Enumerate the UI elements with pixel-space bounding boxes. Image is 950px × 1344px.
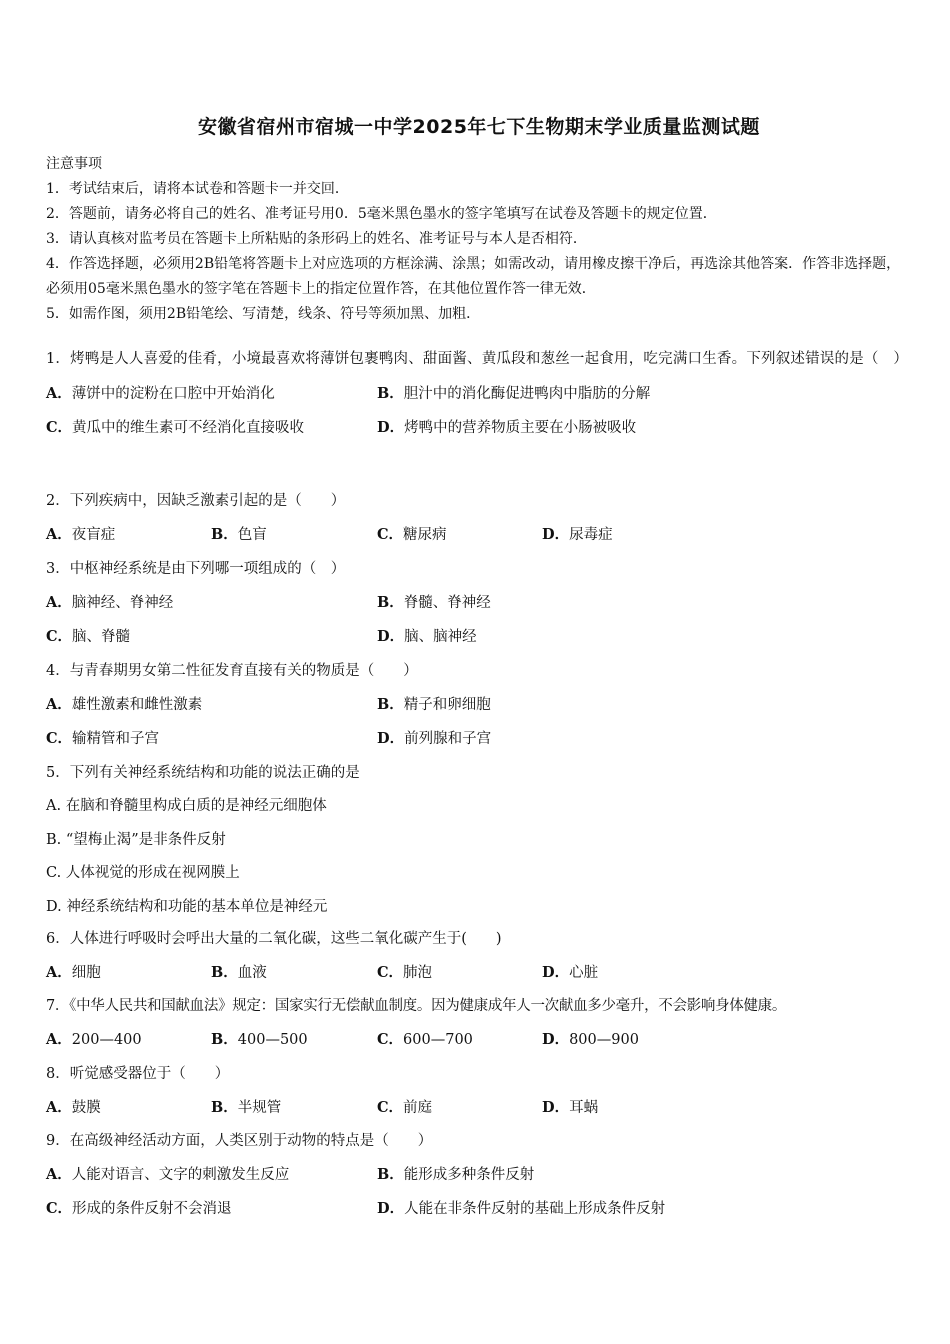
note-item: 5．如需作图，须用2B铅笔绘、写清楚，线条、符号等须加黑、加粗．	[46, 306, 481, 322]
option-a[interactable]: A. 在脑和脊髓里构成白质的是神经元细胞体	[46, 798, 327, 814]
question-stem: 7．《中华人民共和国献血法》规定：国家实行无偿献血制度。因为健康成年人一次献血多少毫升，不会影响身体健康。	[46, 998, 787, 1014]
options-row	[46, 620, 912, 654]
question-4	[46, 654, 912, 756]
option-d[interactable]: D．前列腺和子宫	[377, 730, 492, 747]
note-item: 4．作答选择题，必须用2B铅笔将答题卡上对应选项的方框涂满、涂黑；如需改动，请用橡皮擦干净后，再选涂其他答案．作答非选择题，必须用05毫米黑色墨水的签字笔在答题卡上的指定位置作答，在其他位置作答一律无效．	[46, 256, 901, 297]
option-d[interactable]: D．耳蜗	[542, 1099, 599, 1116]
option-d[interactable]: D．烤鸭中的营养物质主要在小肠被吸收	[377, 419, 637, 436]
option-b[interactable]: B．胆汁中的消化酶促进鸭肉中脂肪的分解	[377, 385, 651, 402]
options-row	[46, 1091, 912, 1125]
option-b[interactable]: B．色盲	[211, 526, 267, 543]
options-row	[46, 1192, 912, 1226]
option-d[interactable]: D. 神经系统结构和功能的基本单位是神经元	[46, 898, 328, 915]
option-c[interactable]: C．黄瓜中的维生素可不经消化直接吸收	[46, 419, 305, 436]
question-stem: 9．在高级神经活动方面，人类区别于动物的特点是（ ）	[46, 1133, 433, 1149]
options-row	[46, 1023, 912, 1057]
question-3	[46, 552, 912, 654]
question-1	[46, 341, 912, 445]
option-d[interactable]: D．尿毒症	[542, 526, 613, 543]
option-a[interactable]: A．夜盲症	[46, 526, 116, 543]
option-c[interactable]: C．输精管和子宫	[46, 730, 160, 747]
question-stem: 6．人体进行呼吸时会呼出大量的二氧化碳，这些二氧化碳产生于( )	[46, 931, 502, 947]
question-5	[46, 756, 912, 924]
option-c[interactable]: C. 人体视觉的形成在视网膜上	[46, 865, 240, 881]
option-d[interactable]: D．心脏	[542, 964, 599, 981]
options-row	[46, 586, 912, 620]
option-a[interactable]: A．人能对语言、文字的刺激发生反应	[46, 1166, 290, 1183]
option-d[interactable]: D．800—900	[542, 1031, 639, 1048]
question-2	[46, 484, 912, 552]
option-c[interactable]: C．前庭	[377, 1099, 433, 1116]
option-b[interactable]: B．能形成多种条件反射	[377, 1166, 535, 1183]
option-b[interactable]: B．血液	[211, 964, 267, 981]
options-row	[46, 722, 912, 756]
options-row	[46, 411, 912, 445]
question-stem: 1．烤鸭是人人喜爱的佳肴，小境最喜欢将薄饼包裹鸭肉、甜面酱、黄瓜段和葱丝一起食用，吃完满口生香。下列叙述错误的是（ ）	[46, 351, 909, 367]
options-row	[46, 1158, 912, 1192]
option-b[interactable]: B．精子和卵细胞	[377, 696, 491, 713]
option-a[interactable]: A．脑神经、脊神经	[46, 594, 174, 611]
option-c[interactable]: C．肺泡	[377, 964, 433, 981]
question-9	[46, 1124, 912, 1226]
question-stem: 5．下列有关神经系统结构和功能的说法正确的是	[46, 765, 360, 781]
question-stem: 4．与青春期男女第二性征发育直接有关的物质是（ ）	[46, 663, 418, 679]
option-a[interactable]: A．细胞	[46, 964, 101, 981]
option-a[interactable]: A．200—400	[46, 1031, 142, 1048]
options-row	[46, 688, 912, 722]
question-stem: 2．下列疾病中，因缺乏激素引起的是（ ）	[46, 493, 346, 509]
notes-section	[46, 152, 912, 327]
note-item: 1．考试结束后，请将本试卷和答题卡一并交回．	[46, 181, 349, 197]
notes-heading: 注意事项	[46, 156, 102, 172]
option-c[interactable]: C．形成的条件反射不会消退	[46, 1200, 232, 1217]
option-a[interactable]: A．雄性激素和雌性激素	[46, 696, 203, 713]
option-c[interactable]: C．600—700	[377, 1031, 473, 1048]
options-row	[46, 956, 912, 990]
question-8	[46, 1057, 912, 1125]
option-c[interactable]: C．脑、脊髓	[46, 628, 131, 645]
page-title: 安徽省宿州市宿城一中学2025年七下生物期末学业质量监测试题	[198, 116, 760, 138]
question-6	[46, 922, 912, 990]
question-7	[46, 989, 912, 1057]
option-b[interactable]: B．半规管	[211, 1099, 282, 1116]
note-item: 2．答题前，请务必将自己的姓名、准考证号用0．5毫米黑色墨水的签字笔填写在试卷及答题卡的规定位置．	[46, 206, 717, 222]
options-row	[46, 518, 912, 552]
option-d[interactable]: D．人能在非条件反射的基础上形成条件反射	[377, 1200, 666, 1217]
options-row	[46, 377, 912, 411]
option-a[interactable]: A．鼓膜	[46, 1099, 101, 1116]
option-a[interactable]: A．薄饼中的淀粉在口腔中开始消化	[46, 385, 275, 402]
option-c[interactable]: C．糖尿病	[377, 526, 447, 543]
question-stem: 3．中枢神经系统是由下列哪一项组成的（ ）	[46, 561, 346, 577]
option-b[interactable]: B．400—500	[211, 1031, 308, 1048]
option-d[interactable]: D．脑、脑神经	[377, 628, 477, 645]
option-b[interactable]: B. “望梅止渴”是非条件反射	[46, 831, 226, 848]
question-stem: 8．听觉感受器位于（ ）	[46, 1066, 230, 1082]
note-item: 3．请认真核对监考员在答题卡上所粘贴的条形码上的姓名、准考证号与本人是否相符．	[46, 231, 587, 247]
option-b[interactable]: B．脊髓、脊神经	[377, 594, 491, 611]
